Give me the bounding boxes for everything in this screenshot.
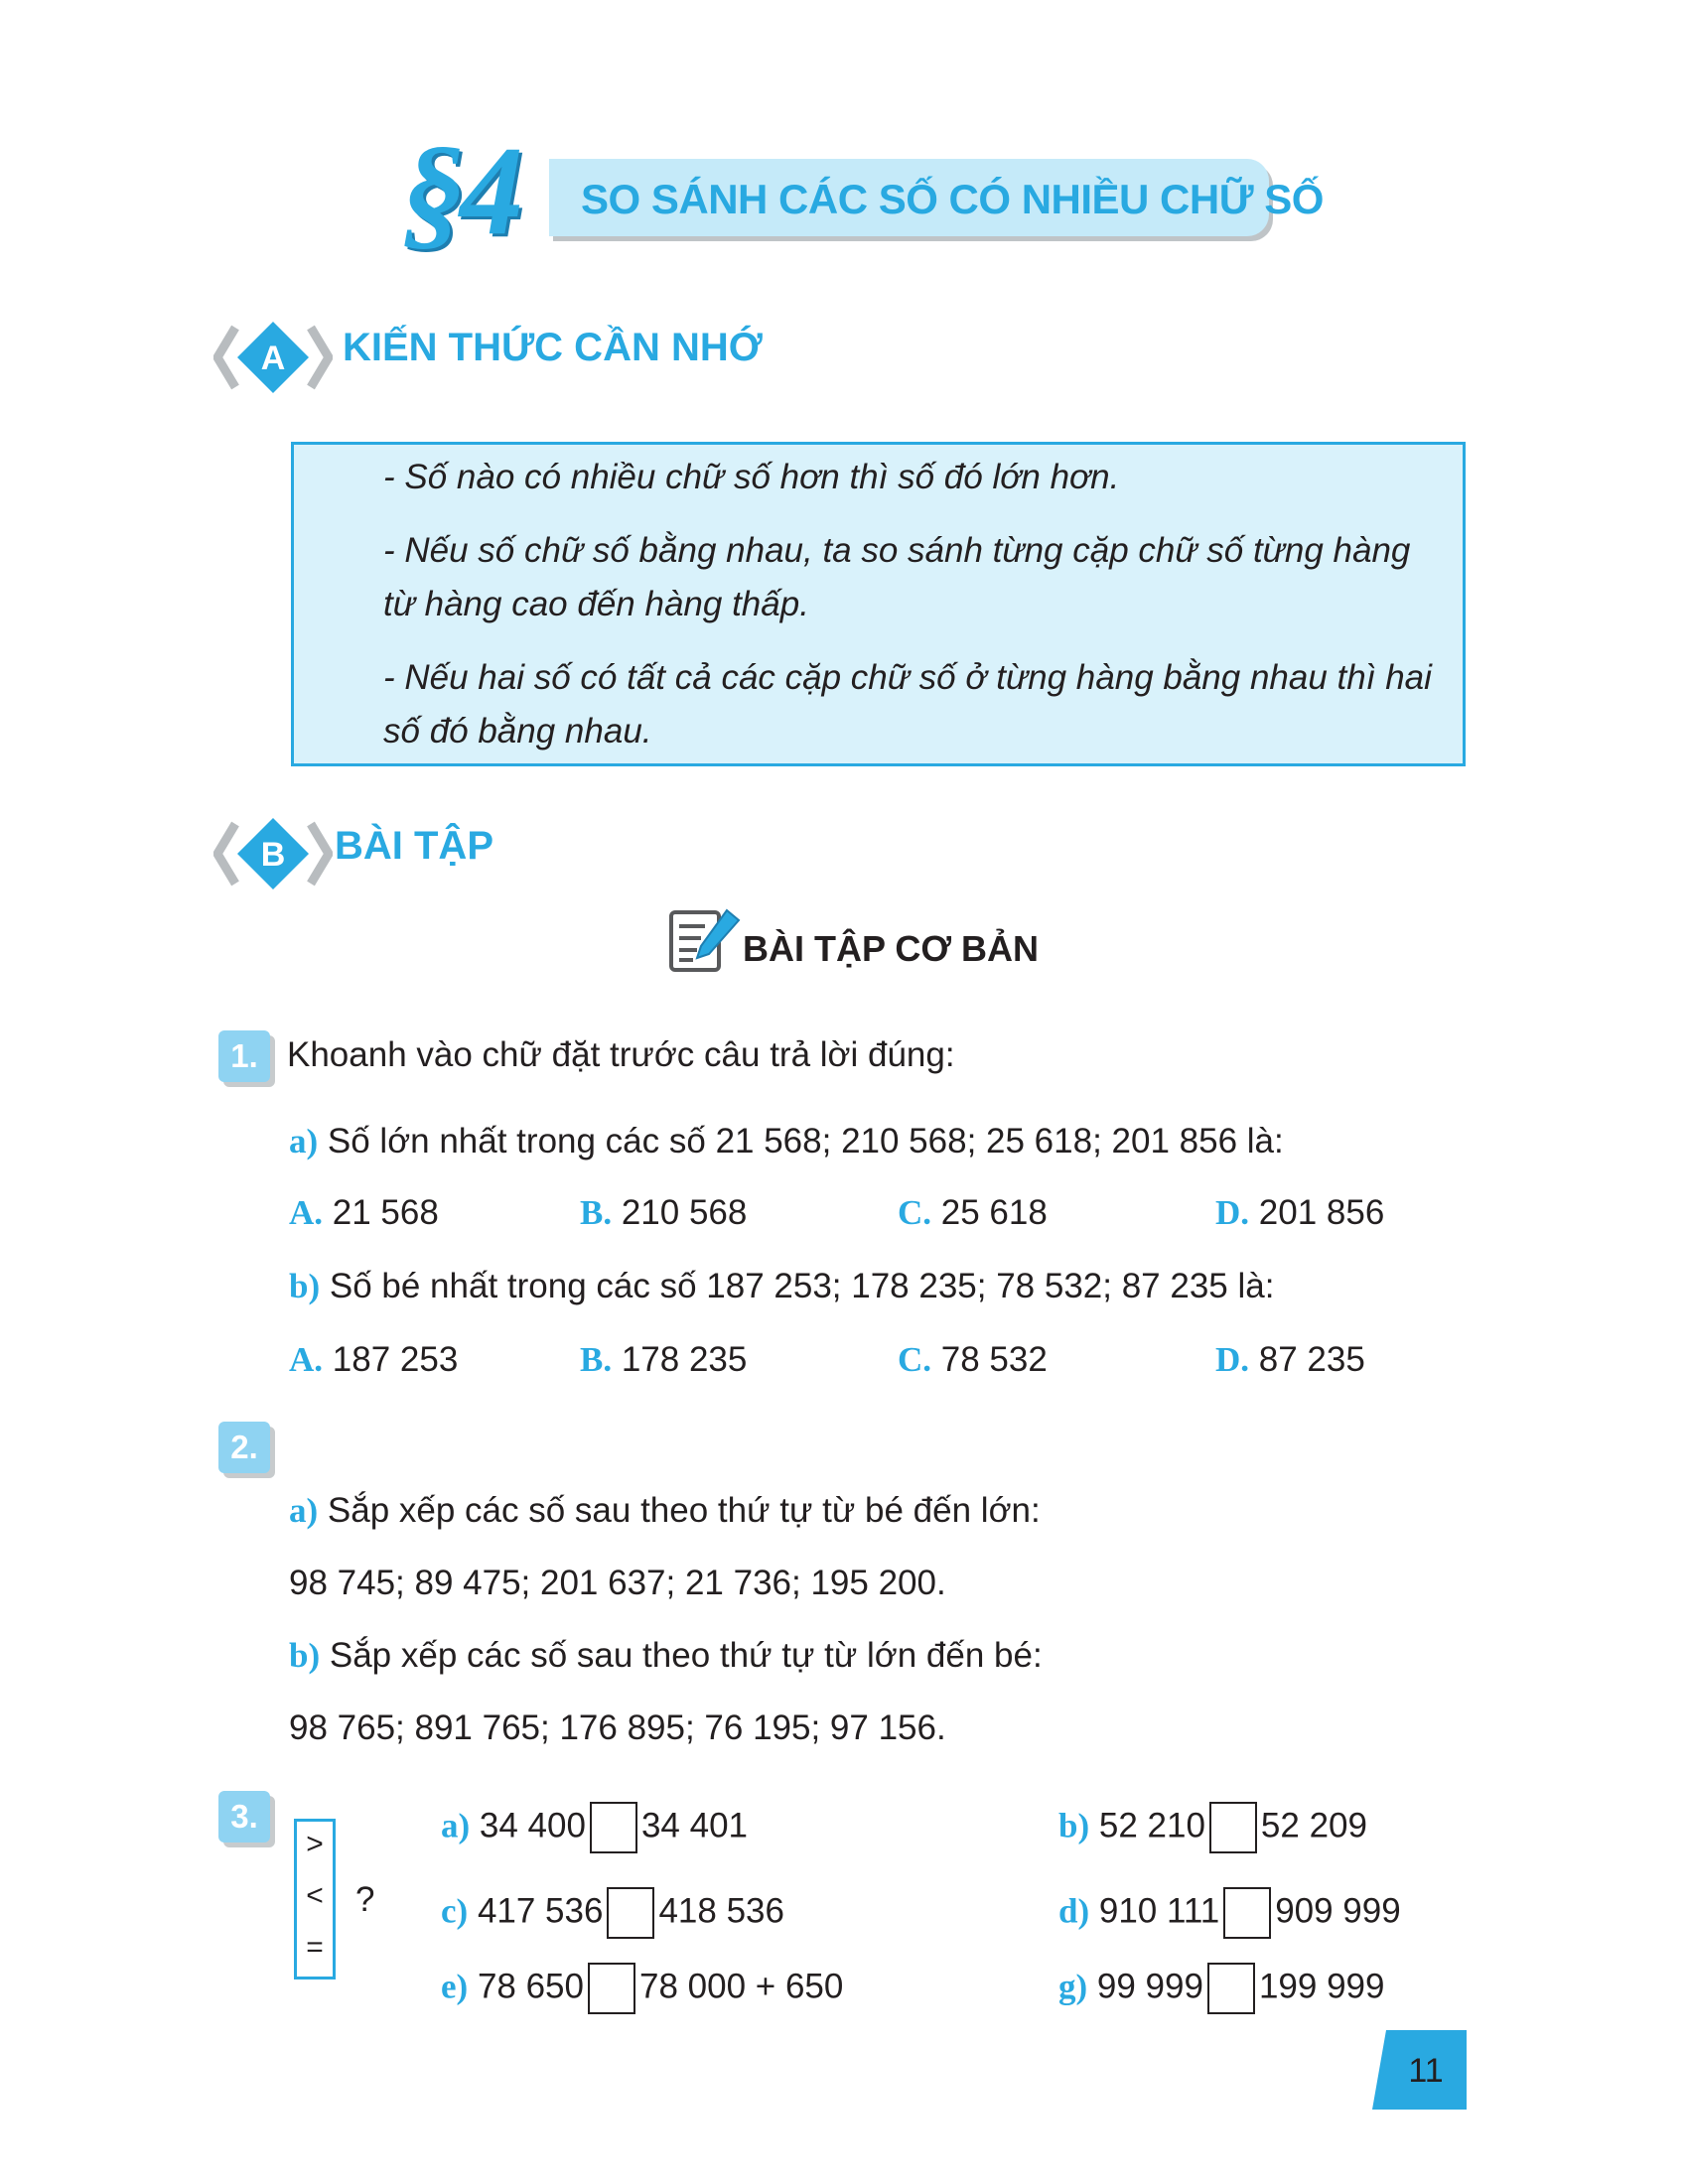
option-1a-C[interactable]: C. 25 618 <box>898 1193 1048 1232</box>
section-a-badge-icon <box>213 318 333 397</box>
answer-box[interactable] <box>1223 1887 1271 1939</box>
exercise-2a-numbers: 98 745; 89 475; 201 637; 21 736; 195 200. <box>289 1564 946 1602</box>
answer-box[interactable] <box>590 1802 637 1853</box>
exercise-pencil-icon <box>667 906 747 976</box>
knowledge-item: - Nếu hai số có tất cả các cặp chữ số ở từng hàng bằng nhau thì hai số đó bằng nhau. <box>383 658 1432 751</box>
compare-item-g: g) 99 999 199 999 <box>1058 1963 1384 2014</box>
section-a-title: KIẾN THỨC CẦN NHỚ <box>343 326 763 369</box>
answer-box[interactable] <box>607 1887 654 1939</box>
knowledge-item: - Số nào có nhiều chữ số hơn thì số đó lớn hơn. <box>383 458 1120 496</box>
exercise-1a-label: a) <box>289 1122 319 1160</box>
answer-box[interactable] <box>588 1963 635 2014</box>
page-title: SO SÁNH CÁC SỐ CÓ NHIỀU CHỮ SỐ <box>581 176 1324 222</box>
section-b-letter: B <box>260 836 286 874</box>
answer-box[interactable] <box>1207 1963 1255 2014</box>
subsection-title: BÀI TẬP CƠ BẢN <box>743 928 1040 969</box>
answer-box[interactable] <box>1209 1802 1257 1853</box>
exercise-2-number: 2. <box>218 1422 270 1473</box>
compare-item-c: c) 417 536 418 536 <box>441 1887 784 1939</box>
section-b-title: BÀI TẬP <box>335 824 493 868</box>
page-number-tab <box>1372 2030 1467 2110</box>
compare-item-a: a) 34 400 34 401 <box>441 1802 748 1853</box>
exercise-2b-instruction: b) Sắp xếp các số sau theo thứ tự từ lớn đến bé: <box>289 1636 1043 1675</box>
comparison-signs-box <box>294 1819 336 1979</box>
exercise-2b-numbers: 98 765; 891 765; 176 895; 76 195; 97 156. <box>289 1708 946 1747</box>
less-than-sign: < <box>306 1879 324 1912</box>
knowledge-box <box>291 442 1466 766</box>
exercise-3-number: 3. <box>218 1791 270 1843</box>
option-1a-D[interactable]: D. 201 856 <box>1215 1193 1385 1232</box>
compare-item-b: b) 52 210 52 209 <box>1058 1802 1367 1853</box>
exercise-2a-instruction: a) Sắp xếp các số sau theo thứ tự từ bé đến lớn: <box>289 1491 1041 1530</box>
option-1b-D[interactable]: D. 87 235 <box>1215 1340 1365 1379</box>
option-1b-B[interactable]: B. 178 235 <box>580 1340 748 1379</box>
exercise-1b-label: b) <box>289 1267 321 1305</box>
exercise-1-prompt: Khoanh vào chữ đặt trước câu trả lời đúng: <box>287 1035 955 1074</box>
equals-sign: = <box>306 1931 324 1964</box>
option-1b-A[interactable]: A. 187 253 <box>289 1340 459 1379</box>
page-number: 11 <box>1408 2052 1444 2090</box>
option-1b-C[interactable]: C. 78 532 <box>898 1340 1048 1379</box>
question-mark: ? <box>355 1880 375 1919</box>
option-1a-B[interactable]: B. 210 568 <box>580 1193 748 1232</box>
greater-than-sign: > <box>306 1828 324 1860</box>
exercise-1b-question <box>289 1265 1274 1308</box>
exercise-1a-text: Số lớn nhất trong các số 21 568; 210 568; 25 618; 201 856 là: <box>327 1122 1284 1160</box>
exercise-1a-question <box>289 1120 1284 1163</box>
compare-item-d: d) 910 111 909 999 <box>1058 1887 1401 1939</box>
section-b-badge-icon <box>213 814 333 893</box>
exercise-1b-text: Số bé nhất trong các số 187 253; 178 235; 78 532; 87 235 là: <box>329 1267 1275 1305</box>
compare-item-e: e) 78 650 78 000 + 650 <box>441 1963 843 2014</box>
option-1a-A[interactable]: A. 21 568 <box>289 1193 439 1232</box>
section-a-letter: A <box>260 340 286 377</box>
section-mark: §4 <box>402 120 517 261</box>
knowledge-item: - Nếu số chữ số bằng nhau, ta so sánh từng cặp chữ số từng hàng từ hàng cao đến hàng thấp. <box>383 531 1411 623</box>
exercise-1-number: 1. <box>218 1030 270 1082</box>
